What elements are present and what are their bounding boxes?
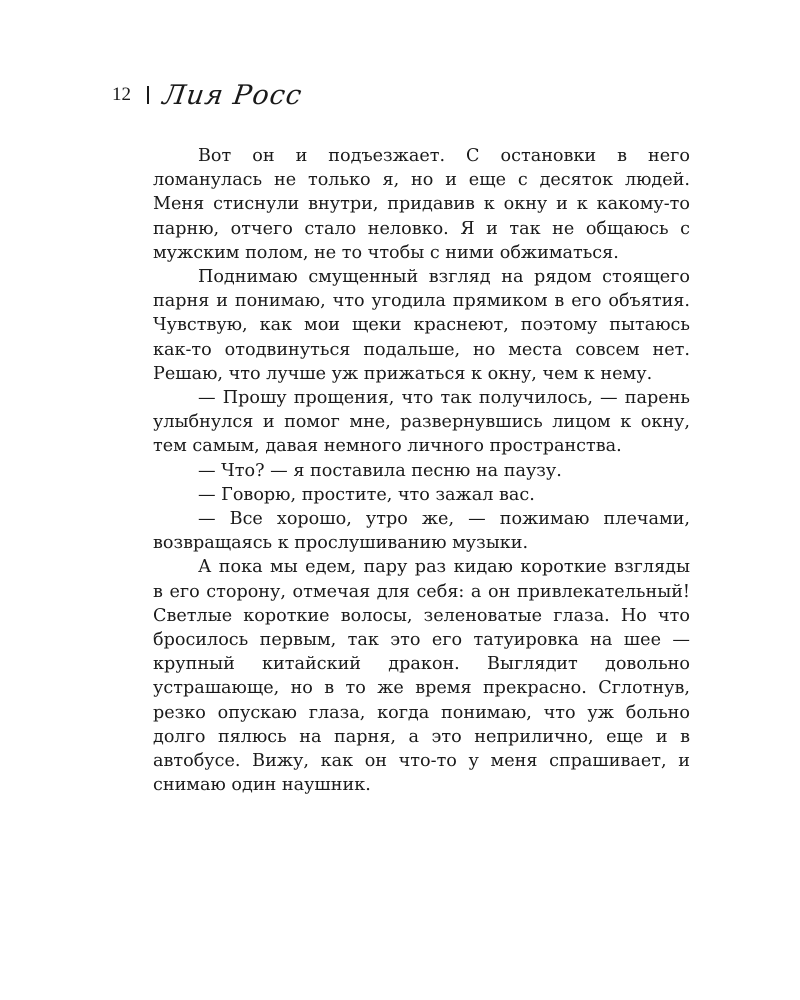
paragraph-4: — Что? — я поставила песню на паузу.	[198, 460, 562, 481]
paragraph-3: — Прошу прощения, что так получилось, — парень улыбнулся и помог мне, развернувшись лицом к окну, тем самым, давая немного личного пространства.	[153, 388, 690, 457]
running-header	[112, 79, 305, 111]
body-text	[153, 144, 690, 797]
paragraph-5: — Говорю, простите, что зажал вас.	[198, 484, 535, 505]
paragraph-2: Поднимаю смущенный взгляд на рядом стоящего парня и понимаю, что угодила прямиком в его объятия. Чувствую, как мои щеки краснеют, поэтому пытаюсь как-то отодвинуться подальше, но места совсем нет. Решаю, что лучше уж прижаться к окну, чем к нему.	[153, 267, 690, 384]
paragraph-1: Вот он и подъезжает. С остановки в него ломанулась не только я, но и еще с десяток людей. Меня стиснули внутри, придавив к окну и к какому-то парню, отчего стало неловко. Я и так не общаюсь с мужским полом, не то чтобы с ними обжиматься.	[153, 146, 690, 263]
paragraph-7: А пока мы едем, пару раз кидаю короткие взгляды в его сторону, отмечая для себя: а он привлекательный! Светлые короткие волосы, зеленоватые глаза. Но что бросилось первым, так это его татуировка на шее — крупный китайский дракон. Выглядит довольно устрашающе, но в то же время прекрасно. Сглотнув, резко опускаю глаза, когда понимаю, что уж больно долго пялюсь на парня, а это неприлично, еще и в автобусе. Вижу, как он что-то у меня спрашивает, и снимаю один наушник.	[153, 557, 690, 796]
paragraph-6: — Все хорошо, утро же, — пожимаю плечами, возвращаясь к прослушиванию музыки.	[153, 509, 690, 554]
header-divider	[147, 86, 149, 104]
author-name: Лия Росс	[160, 79, 305, 111]
page-number: 12	[112, 84, 131, 105]
